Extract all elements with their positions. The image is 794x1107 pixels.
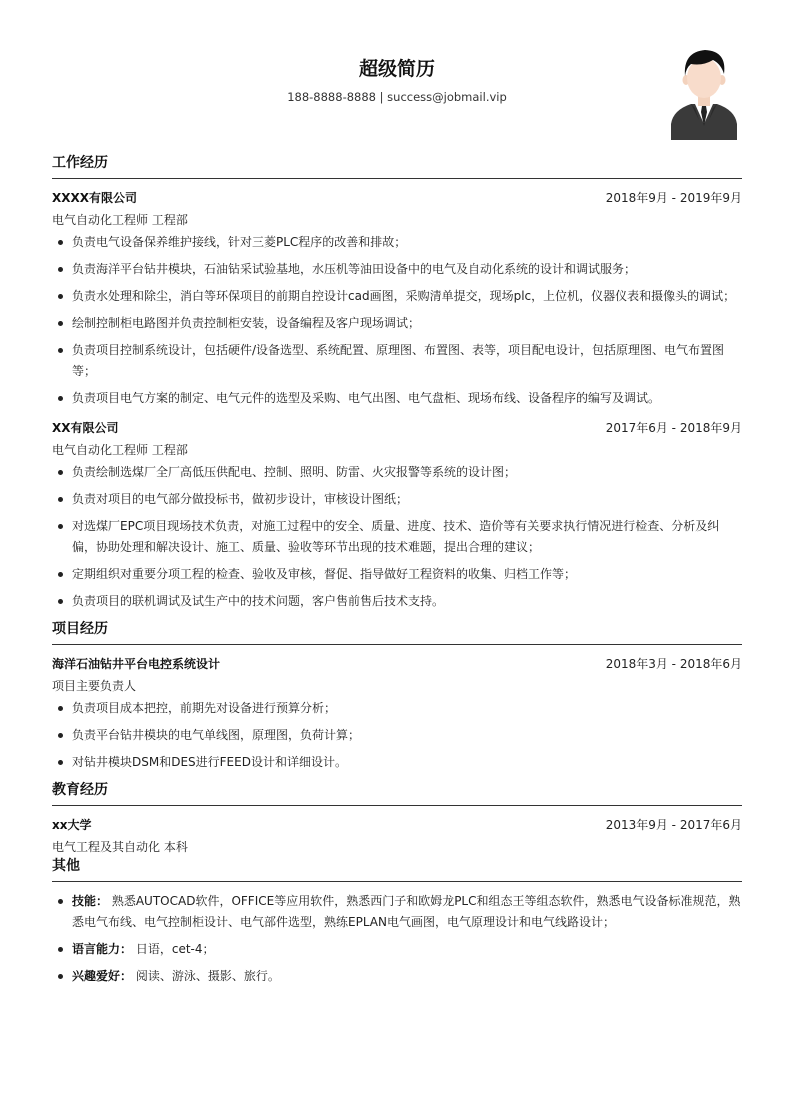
section-title-education: 教育经历 [52, 779, 742, 806]
resume-header [0, 0, 794, 150]
degree: 电气工程及其自动化 本科 [52, 840, 188, 854]
avatar-icon [669, 44, 739, 140]
list-item: 定期组织对重要分项工程的检查、验收及审核，督促、指导做好工程资料的收集、归档工作等； [52, 564, 742, 585]
list-item: 负责对项目的电气部分做投标书，做初步设计，审核设计图纸； [52, 489, 742, 510]
date-range: 2017年6月 - 2018年9月 [605, 420, 742, 435]
entry-head [52, 418, 742, 436]
list-item: 负责项目控制系统设计，包括硬件/设备选型、系统配置、原理图、布置图、表等，项目配电设计，包括原理图、电气布置图等； [52, 340, 742, 382]
list-item: 负责项目成本把控，前期先对设备进行预算分析； [52, 698, 742, 719]
list-item: 负责水处理和除尘，消白等环保项目的前期自控设计cad画图，采购清单提交，现场plc，上位机，仪器仪表和摄像头的调试； [52, 286, 742, 307]
company-name: XX有限公司 [52, 420, 119, 435]
entry-head [52, 815, 742, 833]
list-item [52, 966, 742, 987]
list-item: 负责项目电气方案的制定、电气元件的选型及采购、电气出图、电气盘柜、现场布线、设备程序的编写及调试。 [52, 388, 742, 409]
bullet-list [52, 232, 742, 409]
project-entry [52, 654, 742, 773]
list-item: 绘制控制柜电路图并负责控制柜安装，设备编程及客户现场调试； [52, 313, 742, 334]
section-title-project: 项目经历 [52, 618, 742, 645]
resume-content [52, 152, 742, 993]
contact-info: 188-8888-8888 | success@jobmail.vip [287, 90, 507, 104]
other-section [52, 855, 742, 987]
list-item: 负责平台钻井模块的电气单线图，原理图，负荷计算； [52, 725, 742, 746]
project-name: 海洋石油钻井平台电控系统设计 [52, 656, 221, 671]
hobbies-label: 兴趣爱好： [72, 969, 133, 983]
list-item: 负责海洋平台钻井模块，石油钻采试验基地，水压机等油田设备中的电气及自动化系统的设计和调试服务； [52, 259, 742, 280]
resume-name: 超级简历 [358, 58, 435, 80]
language-label: 语言能力： [72, 942, 133, 956]
bullet-list [52, 462, 742, 612]
job-role: 电气自动化工程师 工程部 [52, 213, 188, 227]
list-item [52, 891, 742, 933]
list-item [52, 939, 742, 960]
list-item: 负责项目的联机调试及试生产中的技术问题，客户售前售后技术支持。 [52, 591, 742, 612]
school-name: xx大学 [52, 817, 92, 832]
work-entry [52, 188, 742, 409]
entry-head [52, 654, 742, 672]
project-section [52, 618, 742, 773]
list-item: 负责电气设备保养维护接线，针对三菱PLC程序的改善和排故； [52, 232, 742, 253]
job-role: 电气自动化工程师 工程部 [52, 443, 188, 457]
skills-text: 熟悉AUTOCAD软件，OFFICE等应用软件，熟悉西门子和欧姆龙PLC和组态王等组态软件，熟悉电气设备标准规范，熟悉电气布线、电气控制柜设计、电气部件选型，熟练EPLAN电气画图，电气原理设计和电气线路设计； [72, 894, 741, 929]
date-range: 2018年9月 - 2019年9月 [605, 190, 742, 205]
list-item: 对选煤厂EPC项目现场技术负责，对施工过程中的安全、质量、进度、技术、造价等有关要求执行情况进行检查、分析及纠偏，协助处理和解决设计、施工、质量、验收等环节出现的技术难题，提出合理的建议； [52, 516, 742, 558]
company-name: XXXX有限公司 [52, 190, 138, 205]
list-item: 负责绘制选煤厂全厂高低压供配电、控制、照明、防雷、火灾报警等系统的设计图； [52, 462, 742, 483]
language-text: 日语，cet-4； [135, 942, 215, 956]
section-title-work: 工作经历 [52, 152, 742, 179]
work-section [52, 152, 742, 612]
skills-label: 技能： [72, 894, 109, 908]
list-item: 对钻井模块DSM和DES进行FEED设计和详细设计。 [52, 752, 742, 773]
work-entry [52, 418, 742, 612]
bullet-list [52, 891, 742, 987]
date-range: 2013年9月 - 2017年6月 [605, 817, 742, 832]
bullet-list [52, 698, 742, 773]
section-title-other: 其他 [52, 855, 742, 882]
hobbies-text: 阅读、游泳、摄影、旅行。 [135, 969, 280, 983]
entry-head [52, 188, 742, 206]
project-role: 项目主要负责人 [52, 679, 137, 693]
education-entry [52, 815, 742, 855]
education-section [52, 779, 742, 855]
date-range: 2018年3月 - 2018年6月 [605, 656, 742, 671]
